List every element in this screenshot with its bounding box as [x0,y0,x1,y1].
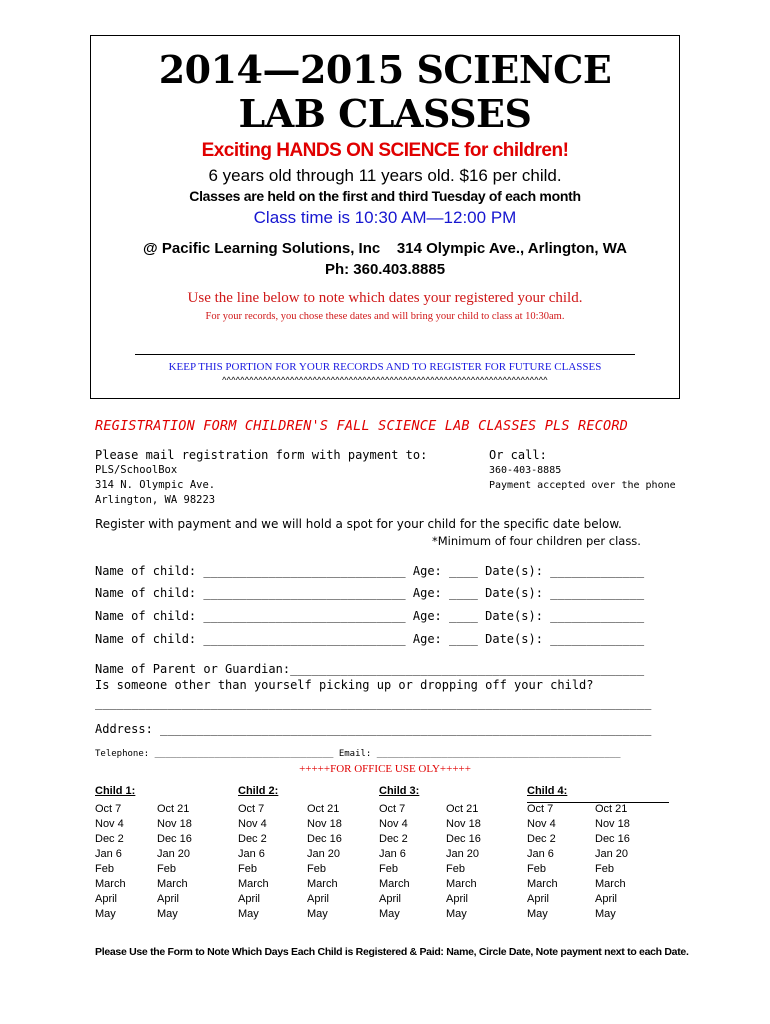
date-option[interactable]: Jan 20 [307,848,341,860]
child-row-1[interactable]: Name of child: ____________________________ Age: ____ Date(s): _____________ [95,564,645,578]
date-option[interactable]: Dec 16 [595,833,630,845]
mail-address [95,463,215,508]
title-line-2: LAB CLASSES [238,91,532,136]
date-option[interactable]: May [307,908,328,920]
child-3-schedule [379,785,419,802]
date-option[interactable]: Dec 16 [446,833,481,845]
date-option[interactable]: Feb [157,863,176,875]
child-1-left-dates [95,802,126,922]
call-info [489,463,676,493]
child-3-right-dates [446,802,481,922]
date-option[interactable]: May [595,908,616,920]
date-option[interactable]: Dec 2 [95,833,124,845]
date-option[interactable]: March [238,878,269,890]
child-4-right-dates [595,802,630,922]
parent-field[interactable]: Name of Parent or Guardian:_________________________________________________ [95,662,645,676]
date-option[interactable]: Oct 7 [527,803,554,815]
date-option[interactable]: May [379,908,400,920]
date-option[interactable]: Jan 6 [379,848,406,860]
call-number: 360-403-8885 [489,465,562,476]
date-option[interactable]: Feb [446,863,465,875]
date-option[interactable]: Dec 2 [238,833,267,845]
date-option[interactable]: March [446,878,477,890]
date-option[interactable]: April [157,893,180,905]
location-block [91,238,679,280]
child-row-2[interactable]: Name of child: ____________________________ Age: ____ Date(s): _____________ [95,586,645,600]
keep-line [135,354,635,355]
date-option[interactable]: Nov 4 [527,818,556,830]
date-option[interactable]: April [379,893,402,905]
mail-line-3: Arlington, WA 98223 [95,494,216,506]
date-option[interactable]: May [527,908,548,920]
date-option[interactable]: Feb [379,863,398,875]
child-2-left-dates [238,802,269,922]
location-phone: Ph: 360.403.8885 [324,261,446,278]
schedule-text: Classes are held on the first and third Tuesday of each month [189,188,581,204]
date-option[interactable]: April [527,893,550,905]
date-option[interactable]: May [157,908,178,920]
date-option[interactable]: March [307,878,338,890]
date-option[interactable]: March [95,878,126,890]
date-option[interactable]: Oct 7 [95,803,122,815]
date-option[interactable]: May [95,908,116,920]
child-1-label: Child 1: [95,785,136,797]
mail-label: Please mail registration form with payment to: [95,448,428,462]
date-option[interactable]: Oct 7 [238,803,265,815]
date-option[interactable]: April [95,893,118,905]
office-use-heading: +++++FOR OFFICE USE OLY+++++ [299,763,471,775]
date-option[interactable]: May [238,908,259,920]
date-option[interactable]: April [446,893,469,905]
mail-line-1: PLS/SchoolBox [95,464,178,476]
child-1-right-dates [157,802,192,922]
child-4-schedule [527,785,669,803]
telephone-email-field[interactable]: Telephone: _________________________________ Email: _____________________________________________ [95,749,621,759]
date-option[interactable]: Dec 16 [157,833,192,845]
child-4-label: Child 4: [527,785,669,803]
child-3-label: Child 3: [379,785,420,797]
call-label: Or call: [489,448,547,462]
mail-line-2: 314 N. Olympic Ave. [95,479,216,491]
date-option[interactable]: Oct 7 [379,803,406,815]
date-option[interactable]: Dec 2 [527,833,556,845]
date-option[interactable]: March [595,878,626,890]
child-1-schedule [95,785,135,802]
date-option[interactable]: Jan 6 [238,848,265,860]
date-option[interactable]: Jan 20 [157,848,191,860]
registration-title: REGISTRATION FORM CHILDREN'S FALL SCIENCE LAB CLASSES PLS RECORD [95,418,628,434]
date-option[interactable]: Feb [595,863,614,875]
date-option[interactable]: Nov 4 [95,818,124,830]
date-option[interactable]: Oct 21 [595,803,628,815]
keep-portion [91,354,679,385]
date-option[interactable]: Feb [307,863,326,875]
date-option[interactable]: April [307,893,330,905]
date-option[interactable]: May [446,908,467,920]
location-address: @ Pacific Learning Solutions, Inc 314 Olympic Ave., Arlington, WA [143,240,627,257]
flyer-box [90,35,680,399]
call-note: Payment accepted over the phone [489,480,676,491]
pickup-answer-line[interactable]: _____________________________________________________________________________ [95,696,652,710]
minimum-note: *Minimum of four children per class. [432,534,641,548]
class-time: Class time is 10:30 AM—12:00 PM [253,208,517,227]
date-option[interactable]: Feb [527,863,546,875]
date-option[interactable]: Feb [95,863,114,875]
date-option[interactable]: Dec 16 [307,833,342,845]
child-4-left-dates [527,802,558,922]
child-2-label: Child 2: [238,785,279,797]
flyer-title [91,48,679,136]
tagline: Exciting HANDS ON SCIENCE for children! [201,140,569,161]
pickup-question: Is someone other than yourself picking up or dropping off your child? [95,678,594,692]
child-2-right-dates [307,802,342,922]
child-row-4[interactable]: Name of child: ____________________________ Age: ____ Date(s): _____________ [95,632,645,646]
date-option[interactable]: Oct 21 [157,803,190,815]
date-option[interactable]: Nov 18 [157,818,192,830]
ages-price: 6 years old through 11 years old. $16 per child. [208,166,562,185]
date-option[interactable]: April [238,893,261,905]
date-option[interactable]: April [595,893,618,905]
date-option[interactable]: Jan 20 [595,848,629,860]
date-option[interactable]: Jan 20 [446,848,480,860]
date-option[interactable]: Jan 6 [527,848,554,860]
register-text: Register with payment and we will hold a spot for your child for the specific date below. [95,517,622,531]
date-option[interactable]: March [379,878,410,890]
title-line-1: 2014—2015 SCIENCE [158,47,612,92]
date-option[interactable]: March [157,878,188,890]
date-option[interactable]: Nov 18 [595,818,630,830]
date-option[interactable]: Oct 21 [307,803,340,815]
cut-line: ^^^^^^^^^^^^^^^^^^^^^^^^^^^^^^^^^^^^^^^^^^^^^^^^^^^^^^^^^^^^^^^^^^^^^^^^ [222,375,548,385]
date-option[interactable]: March [527,878,558,890]
record-note-small: For your records, you chose these dates and will bring your child to class at 10:30am. [205,311,565,322]
keep-text: KEEP THIS PORTION FOR YOUR RECORDS AND TO REGISTER FOR FUTURE CLASSES [168,361,602,373]
footer-instructions: Please Use the Form to Note Which Days Each Child is Registered & Paid: Name, Circle Date, Note payment next to each Date. [95,946,689,958]
child-3-left-dates [379,802,410,922]
date-option[interactable]: Oct 21 [446,803,479,815]
date-option[interactable]: Nov 4 [379,818,408,830]
record-note: Use the line below to note which dates your registered your child. [187,290,583,306]
address-field[interactable]: Address: ____________________________________________________________________ [95,722,652,736]
date-option[interactable]: Feb [238,863,257,875]
date-option[interactable]: Jan 6 [95,848,122,860]
date-option[interactable]: Nov 4 [238,818,267,830]
date-option[interactable]: Nov 18 [307,818,342,830]
date-option[interactable]: Nov 18 [446,818,481,830]
date-option[interactable]: Dec 2 [379,833,408,845]
child-row-3[interactable]: Name of child: ____________________________ Age: ____ Date(s): _____________ [95,609,645,623]
child-2-schedule [238,785,278,802]
